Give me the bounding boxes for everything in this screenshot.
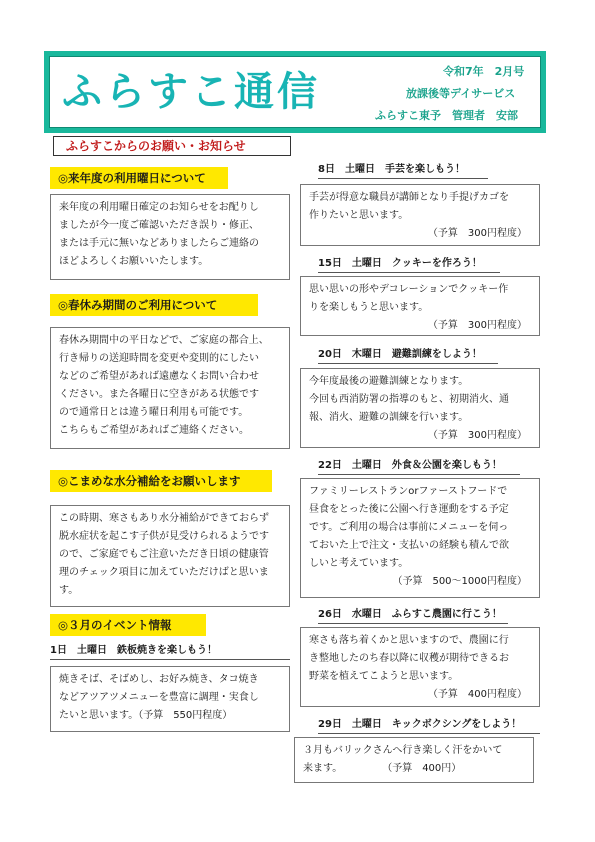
text-line: 春休み期間中の平日などで、ご家庭の都合上、 <box>59 335 269 346</box>
text-line: たいと思います。（予算 550円程度） <box>59 710 233 721</box>
text-line: 理のチェック項目に加えていただけばと思いま <box>59 567 269 578</box>
text-line: ましたが今一度ご確認いただき誤り・修正、 <box>59 220 259 231</box>
notice-title: ふらすこからのお願い・お知らせ <box>53 136 291 156</box>
event-box-29th <box>294 737 534 783</box>
event-title-8th: 8日 土曜日 手芸を楽しもう！ <box>318 163 488 179</box>
text-line: ほどよろしくお願いいたします。 <box>59 256 209 267</box>
event-title-22nd: 22日 土曜日 外食＆公園を楽しもう！ <box>318 459 520 475</box>
text-line: ので通常日とは違う曜日利用も可能です。 <box>59 407 249 418</box>
event-box-15th <box>300 276 540 336</box>
event-box-1st <box>50 666 290 732</box>
section-heading-next-year: ◎来年度の利用曜日について <box>50 167 228 189</box>
budget-text: （予算 300円程度） <box>427 430 527 441</box>
text-line: 思い思いの形やデコレーションでクッキー作 <box>309 284 509 295</box>
budget-text: （予算 300円程度） <box>427 320 527 331</box>
budget-text: （予算 300円程度） <box>427 228 527 239</box>
text-line: 手芸が得意な職員が講師となり手提げカゴを <box>309 192 509 203</box>
section-box-hydration <box>50 505 290 607</box>
section-box-next-year <box>50 194 290 280</box>
text-line: 脱水症状を起こす子供が見受けられるようです <box>59 531 269 542</box>
service-label: 放課後等デイサービス <box>406 87 516 100</box>
text-line: 報、消火、避難の訓練を行います。 <box>309 412 469 423</box>
event-title-15th: 15日 土曜日 クッキーを作ろう！ <box>318 257 500 273</box>
section-heading-spring-break: ◎春休み期間のご利用について <box>50 294 258 316</box>
section-heading-hydration: ◎こまめな水分補給をお願いします <box>50 470 272 492</box>
text-line: ３月もバリックさんへ行き楽しく汗をかいて <box>303 745 503 756</box>
newsletter-title: ふらすこ通信 <box>62 69 320 115</box>
event-box-20th <box>300 368 540 448</box>
text-line: などアツアツメニューを豊富に調理・実食し <box>59 692 259 703</box>
text-line: または手元に無いなどありましたらご連絡の <box>59 238 259 249</box>
text-line: ので、ご家庭でもご注意いただき日頃の健康管 <box>59 549 269 560</box>
event-title-26th: 26日 水曜日 ふらすこ農園に行こう！ <box>318 608 508 624</box>
text-line: 来ます。 （予算 400円） <box>303 763 462 774</box>
text-line: 野菜を植えてこようと思います。 <box>309 671 459 682</box>
text-line: 作りたいと思います。 <box>309 210 409 221</box>
text-line: この時期、寒さもあり水分補給ができておらず <box>59 513 269 524</box>
text-line: 来年度の利用曜日確定のお知らせをお配りし <box>59 202 259 213</box>
text-line: 行き帰りの送迎時間を変更や変則的にしたい <box>59 353 259 364</box>
budget-text: （予算 500～1000円程度） <box>392 576 527 587</box>
text-line: ください。また各曜日に空きがある状態です <box>59 389 259 400</box>
text-line: りを楽しもうと思います。 <box>309 302 429 313</box>
text-line: 今年度最後の避難訓練となります。 <box>309 376 469 387</box>
text-line: 焼きそば、そばめし、お好み焼き、タコ焼き <box>59 674 259 685</box>
event-title-29th: 29日 土曜日 キックボクシングをしよう！ <box>318 718 540 734</box>
event-title-20th: 20日 木曜日 避難訓練をしよう！ <box>318 348 498 364</box>
text-line: などのご希望があれば遠慮なくお問い合わせ <box>59 371 259 382</box>
text-line: ておいた上で注文・支払いの経験も積んで欲 <box>309 540 509 551</box>
text-line: き整地したのち春以降に収穫が期待できるお <box>309 653 509 664</box>
event-box-22nd <box>300 478 540 598</box>
text-line: です。ご利用の場合は事前にメニューを伺っ <box>309 522 509 533</box>
text-line: 昼食をとった後に公園へ行き運動をする予定 <box>309 504 509 515</box>
section-box-spring-break <box>50 327 290 449</box>
event-box-8th <box>300 184 540 246</box>
event-title-1st: 1日 土曜日 鉄板焼きを楽しもう！ <box>50 644 290 660</box>
text-line: ファミリーレストランorファーストフードで <box>309 486 508 497</box>
events-heading: ◎３月のイベント情報 <box>50 614 206 636</box>
text-line: 今回も西消防署の指導のもと、初期消火、通 <box>309 394 509 405</box>
event-box-26th <box>300 627 540 707</box>
text-line: 寒さも落ち着くかと思いますので、農園に行 <box>309 635 509 646</box>
text-line: す。 <box>59 585 79 596</box>
issue-label: 令和7年 2月号 <box>443 65 525 78</box>
text-line: しいと考えています。 <box>309 558 409 569</box>
text-line: こちらもご希望があればご連絡ください。 <box>59 425 249 436</box>
budget-text: （予算 400円程度） <box>427 689 527 700</box>
author-label: ふらすこ東予 管理者 安部 <box>375 109 518 122</box>
